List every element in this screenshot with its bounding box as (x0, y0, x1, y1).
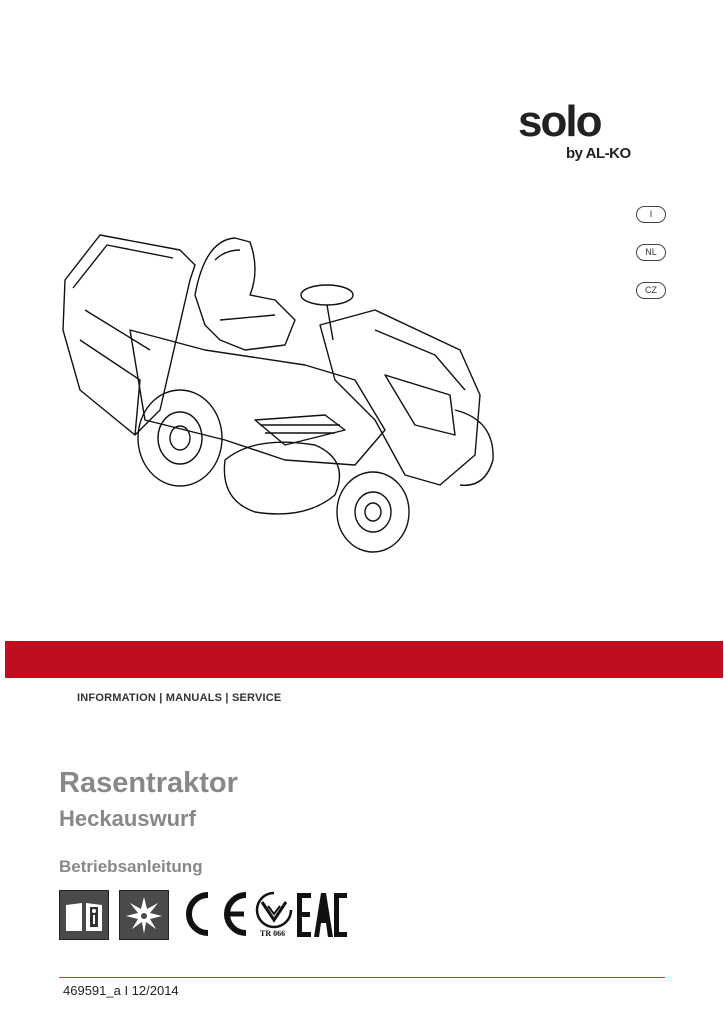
language-badge-nl: NL (636, 244, 666, 261)
language-badge-i: I (636, 206, 666, 223)
front-wheel-right (455, 410, 493, 485)
steering-wheel (301, 285, 353, 305)
front-wheel (337, 472, 409, 552)
mower-deck (224, 442, 339, 514)
brand-logo: solo (518, 97, 601, 146)
eac-mark-icon (296, 891, 348, 939)
grass-catcher (63, 235, 195, 435)
warning-symbol-icon (119, 890, 169, 940)
brand-band (5, 641, 723, 678)
seat (195, 238, 295, 350)
document-title: Rasentraktor (59, 767, 238, 799)
hood (320, 310, 480, 485)
document-type: Betriebsanleitung (59, 857, 203, 876)
read-manual-icon (59, 890, 109, 940)
language-badge-cz: CZ (636, 282, 666, 299)
brand-sub-logo: by AL-KO (566, 145, 631, 162)
tr-certification-label: TR 066 (260, 929, 286, 938)
document-id: 469591_a I 12/2014 (63, 983, 179, 998)
ce-mark-icon (176, 891, 250, 937)
footer-divider (59, 977, 665, 978)
tractor-illustration (55, 220, 505, 560)
tagline: INFORMATION | MANUALS | SERVICE (77, 692, 282, 704)
document-subtitle: Heckauswurf (59, 806, 196, 831)
rear-wheel (138, 390, 222, 486)
tr-certification-icon (254, 890, 294, 930)
